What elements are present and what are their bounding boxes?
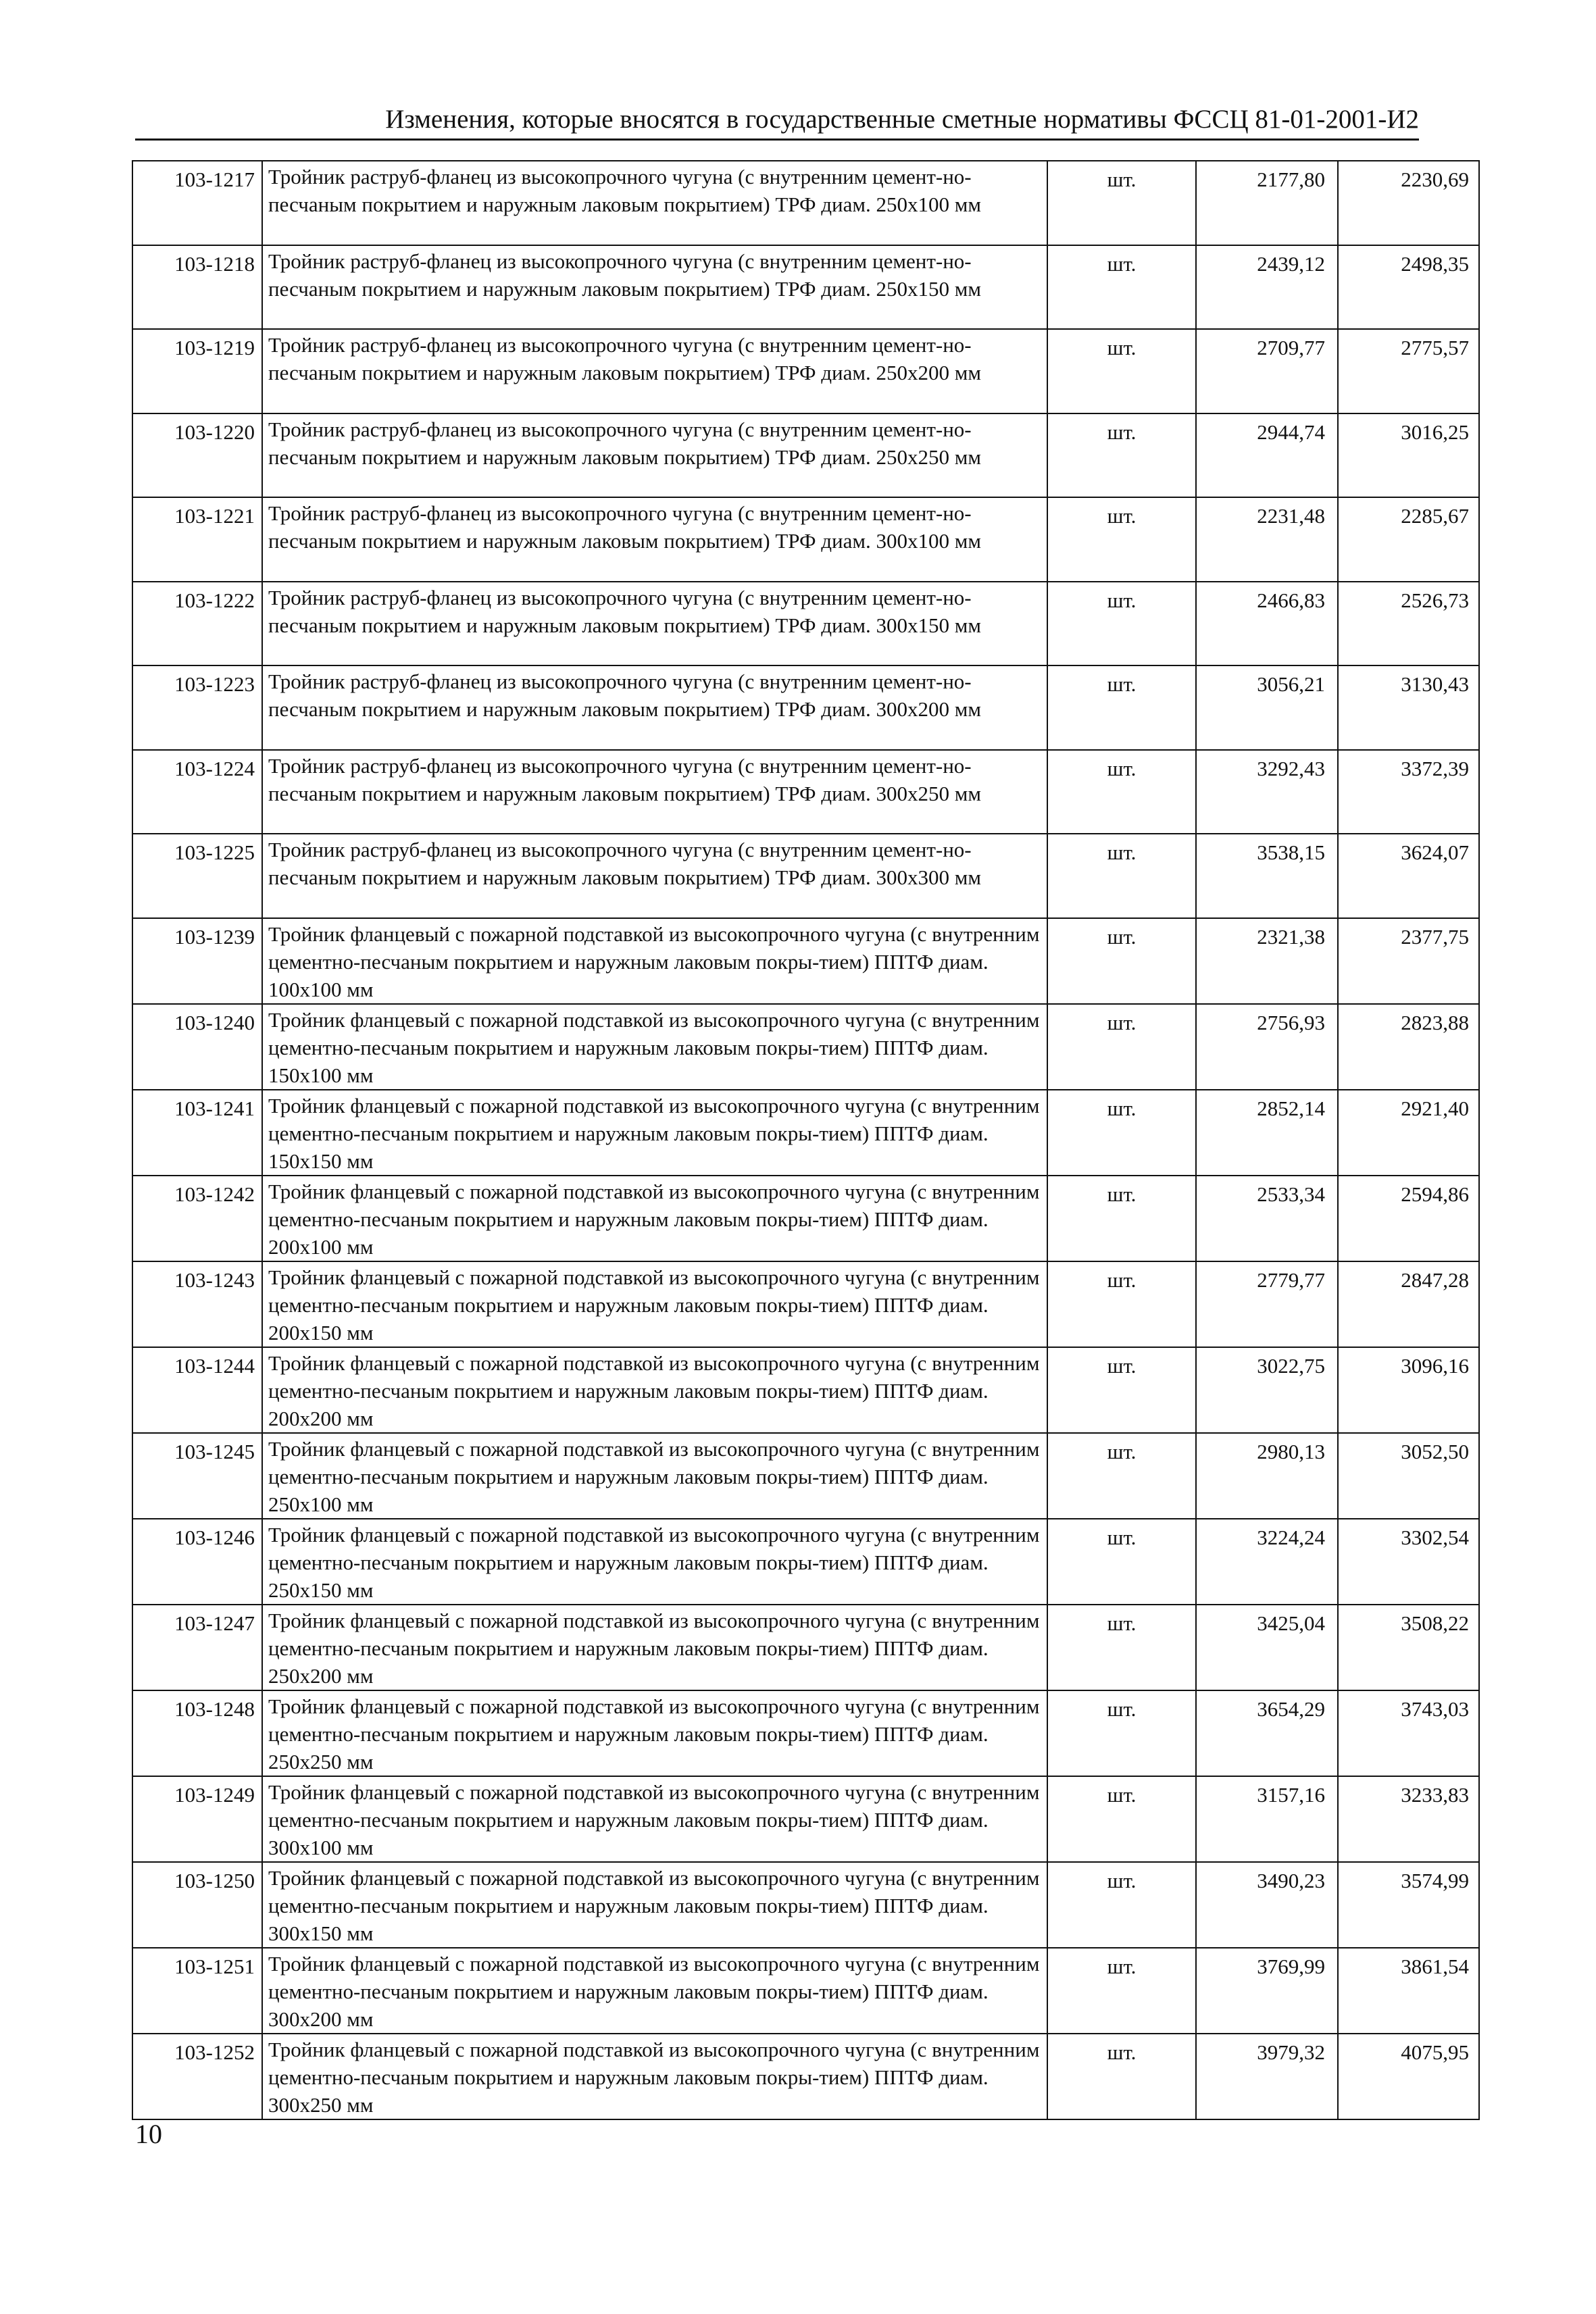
row-description: Тройник раструб-фланец из высокопрочного чугуна (с внутренним цемент-но-песчаным покрытием и наружным лаковым покрытием) ТРФ диам. 300x300 мм xyxy=(262,834,1047,918)
row-code: 103-1219 xyxy=(132,329,262,413)
table-row xyxy=(132,1948,1479,2034)
row-description: Тройник фланцевый с пожарной подставкой из высокопрочного чугуна (с внутренним цементно-песчаным покрытием и наружным лаковым покры-тием) ППТФ диам. 150x100 мм xyxy=(262,1004,1047,1090)
row-description: Тройник фланцевый с пожарной подставкой из высокопрочного чугуна (с внутренним цементно-песчаным покрытием и наружным лаковым покры-тием) ППТФ диам. 300x250 мм xyxy=(262,2034,1047,2119)
row-description: Тройник раструб-фланец из высокопрочного чугуна (с внутренним цемент-но-песчаным покрытием и наружным лаковым покрытием) ТРФ диам. 300x200 мм xyxy=(262,665,1047,750)
row-value-1: 3490,23 xyxy=(1196,1862,1338,1948)
row-description: Тройник фланцевый с пожарной подставкой из высокопрочного чугуна (с внутренним цементно-песчаным покрытием и наружным лаковым покры-тием) ППТФ диам. 200x150 мм xyxy=(262,1261,1047,1347)
row-value-2: 3052,50 xyxy=(1338,1433,1479,1519)
row-value-1: 2177,80 xyxy=(1196,161,1338,245)
row-code: 103-1247 xyxy=(132,1605,262,1690)
table-row xyxy=(132,1004,1479,1090)
row-value-1: 2779,77 xyxy=(1196,1261,1338,1347)
row-unit: шт. xyxy=(1047,1948,1196,2034)
row-code: 103-1217 xyxy=(132,161,262,245)
row-value-2: 3096,16 xyxy=(1338,1347,1479,1433)
row-code: 103-1223 xyxy=(132,665,262,750)
row-description: Тройник фланцевый с пожарной подставкой из высокопрочного чугуна (с внутренним цементно-песчаным покрытием и наружным лаковым покры-тием) ППТФ диам. 250x250 мм xyxy=(262,1690,1047,1776)
row-value-1: 2439,12 xyxy=(1196,245,1338,330)
row-code: 103-1218 xyxy=(132,245,262,330)
row-unit: шт. xyxy=(1047,1433,1196,1519)
row-value-1: 3056,21 xyxy=(1196,665,1338,750)
row-unit: шт. xyxy=(1047,1690,1196,1776)
row-value-2: 2498,35 xyxy=(1338,245,1479,330)
row-value-2: 3016,25 xyxy=(1338,413,1479,498)
row-value-1: 3224,24 xyxy=(1196,1519,1338,1605)
table-row xyxy=(132,1090,1479,1176)
table-row xyxy=(132,834,1479,918)
table-row xyxy=(132,582,1479,666)
row-value-1: 3538,15 xyxy=(1196,834,1338,918)
table-row xyxy=(132,665,1479,750)
row-description: Тройник фланцевый с пожарной подставкой из высокопрочного чугуна (с внутренним цементно-песчаным покрытием и наружным лаковым покры-тием) ППТФ диам. 300x150 мм xyxy=(262,1862,1047,1948)
row-code: 103-1242 xyxy=(132,1176,262,1261)
row-description: Тройник фланцевый с пожарной подставкой из высокопрочного чугуна (с внутренним цементно-песчаным покрытием и наружным лаковым покры-тием) ППТФ диам. 200x100 мм xyxy=(262,1176,1047,1261)
table-row xyxy=(132,1776,1479,1862)
row-code: 103-1252 xyxy=(132,2034,262,2119)
table-row xyxy=(132,1433,1479,1519)
row-value-2: 2526,73 xyxy=(1338,582,1479,666)
row-value-1: 2980,13 xyxy=(1196,1433,1338,1519)
row-unit: шт. xyxy=(1047,1347,1196,1433)
table-row xyxy=(132,329,1479,413)
row-unit: шт. xyxy=(1047,1862,1196,1948)
table-row xyxy=(132,1690,1479,1776)
row-value-2: 3302,54 xyxy=(1338,1519,1479,1605)
table-row xyxy=(132,413,1479,498)
table-row xyxy=(132,1176,1479,1261)
row-code: 103-1250 xyxy=(132,1862,262,1948)
row-code: 103-1220 xyxy=(132,413,262,498)
row-value-1: 3979,32 xyxy=(1196,2034,1338,2119)
row-value-2: 4075,95 xyxy=(1338,2034,1479,2119)
row-description: Тройник раструб-фланец из высокопрочного чугуна (с внутренним цемент-но-песчаным покрытием и наружным лаковым покрытием) ТРФ диам. 250x250 мм xyxy=(262,413,1047,498)
row-value-2: 3130,43 xyxy=(1338,665,1479,750)
row-value-2: 3508,22 xyxy=(1338,1605,1479,1690)
row-description: Тройник фланцевый с пожарной подставкой из высокопрочного чугуна (с внутренним цементно-песчаным покрытием и наружным лаковым покры-тием) ППТФ диам. 100x100 мм xyxy=(262,918,1047,1004)
row-code: 103-1243 xyxy=(132,1261,262,1347)
row-value-2: 3233,83 xyxy=(1338,1776,1479,1862)
row-value-2: 3372,39 xyxy=(1338,750,1479,834)
row-unit: шт. xyxy=(1047,918,1196,1004)
row-code: 103-1244 xyxy=(132,1347,262,1433)
row-description: Тройник фланцевый с пожарной подставкой из высокопрочного чугуна (с внутренним цементно-песчаным покрытием и наружным лаковым покры-тием) ППТФ диам. 250x200 мм xyxy=(262,1605,1047,1690)
row-value-2: 2285,67 xyxy=(1338,497,1479,582)
row-value-1: 2709,77 xyxy=(1196,329,1338,413)
row-code: 103-1224 xyxy=(132,750,262,834)
row-code: 103-1249 xyxy=(132,1776,262,1862)
table-row xyxy=(132,1519,1479,1605)
table-row xyxy=(132,161,1479,245)
row-value-2: 3624,07 xyxy=(1338,834,1479,918)
norms-table xyxy=(132,160,1480,2120)
row-value-1: 3425,04 xyxy=(1196,1605,1338,1690)
row-unit: шт. xyxy=(1047,413,1196,498)
row-value-2: 2775,57 xyxy=(1338,329,1479,413)
row-code: 103-1248 xyxy=(132,1690,262,1776)
row-unit: шт. xyxy=(1047,1176,1196,1261)
row-code: 103-1222 xyxy=(132,582,262,666)
row-value-1: 3157,16 xyxy=(1196,1776,1338,1862)
row-unit: шт. xyxy=(1047,1261,1196,1347)
row-unit: шт. xyxy=(1047,1090,1196,1176)
row-description: Тройник фланцевый с пожарной подставкой из высокопрочного чугуна (с внутренним цементно-песчаным покрытием и наружным лаковым покры-тием) ППТФ диам. 250x150 мм xyxy=(262,1519,1047,1605)
norms-table-body xyxy=(132,161,1479,2119)
row-description: Тройник фланцевый с пожарной подставкой из высокопрочного чугуна (с внутренним цементно-песчаным покрытием и наружным лаковым покры-тием) ППТФ диам. 300x200 мм xyxy=(262,1948,1047,2034)
row-unit: шт. xyxy=(1047,161,1196,245)
row-code: 103-1246 xyxy=(132,1519,262,1605)
row-description: Тройник раструб-фланец из высокопрочного чугуна (с внутренним цемент-но-песчаным покрытием и наружным лаковым покрытием) ТРФ диам. 300x150 мм xyxy=(262,582,1047,666)
table-row xyxy=(132,918,1479,1004)
row-description: Тройник фланцевый с пожарной подставкой из высокопрочного чугуна (с внутренним цементно-песчаным покрытием и наружным лаковым покры-тием) ППТФ диам. 300x100 мм xyxy=(262,1776,1047,1862)
row-unit: шт. xyxy=(1047,497,1196,582)
row-unit: шт. xyxy=(1047,750,1196,834)
row-description: Тройник фланцевый с пожарной подставкой из высокопрочного чугуна (с внутренним цементно-песчаным покрытием и наружным лаковым покры-тием) ППТФ диам. 200x200 мм xyxy=(262,1347,1047,1433)
row-description: Тройник фланцевый с пожарной подставкой из высокопрочного чугуна (с внутренним цементно-песчаным покрытием и наружным лаковым покры-тием) ППТФ диам. 150x150 мм xyxy=(262,1090,1047,1176)
row-value-1: 2321,38 xyxy=(1196,918,1338,1004)
row-unit: шт. xyxy=(1047,1605,1196,1690)
row-code: 103-1239 xyxy=(132,918,262,1004)
row-value-1: 3654,29 xyxy=(1196,1690,1338,1776)
row-code: 103-1240 xyxy=(132,1004,262,1090)
row-unit: шт. xyxy=(1047,1776,1196,1862)
row-value-2: 3861,54 xyxy=(1338,1948,1479,2034)
row-unit: шт. xyxy=(1047,582,1196,666)
row-value-2: 2823,88 xyxy=(1338,1004,1479,1090)
row-value-2: 2230,69 xyxy=(1338,161,1479,245)
row-value-1: 2466,83 xyxy=(1196,582,1338,666)
table-row xyxy=(132,1347,1479,1433)
row-code: 103-1245 xyxy=(132,1433,262,1519)
table-row xyxy=(132,2034,1479,2119)
row-code: 103-1221 xyxy=(132,497,262,582)
row-description: Тройник фланцевый с пожарной подставкой из высокопрочного чугуна (с внутренним цементно-песчаным покрытием и наружным лаковым покры-тием) ППТФ диам. 250x100 мм xyxy=(262,1433,1047,1519)
table-row xyxy=(132,1261,1479,1347)
row-value-1: 2944,74 xyxy=(1196,413,1338,498)
row-value-2: 2594,86 xyxy=(1338,1176,1479,1261)
table-row xyxy=(132,750,1479,834)
page-header xyxy=(135,100,1419,141)
row-value-1: 3769,99 xyxy=(1196,1948,1338,2034)
row-value-1: 2756,93 xyxy=(1196,1004,1338,1090)
row-code: 103-1241 xyxy=(132,1090,262,1176)
table-row xyxy=(132,245,1479,330)
row-description: Тройник раструб-фланец из высокопрочного чугуна (с внутренним цемент-но-песчаным покрытием и наружным лаковым покрытием) ТРФ диам. 250x200 мм xyxy=(262,329,1047,413)
row-description: Тройник раструб-фланец из высокопрочного чугуна (с внутренним цемент-но-песчаным покрытием и наружным лаковым покрытием) ТРФ диам. 300x250 мм xyxy=(262,750,1047,834)
row-description: Тройник раструб-фланец из высокопрочного чугуна (с внутренним цемент-но-песчаным покрытием и наружным лаковым покрытием) ТРФ диам. 300x100 мм xyxy=(262,497,1047,582)
row-value-2: 3743,03 xyxy=(1338,1690,1479,1776)
row-value-1: 3292,43 xyxy=(1196,750,1338,834)
row-unit: шт. xyxy=(1047,665,1196,750)
row-value-2: 2847,28 xyxy=(1338,1261,1479,1347)
row-value-2: 2921,40 xyxy=(1338,1090,1479,1176)
page-number: 10 xyxy=(135,2119,162,2149)
row-unit: шт. xyxy=(1047,2034,1196,2119)
row-value-1: 2231,48 xyxy=(1196,497,1338,582)
row-value-2: 2377,75 xyxy=(1338,918,1479,1004)
row-value-1: 3022,75 xyxy=(1196,1347,1338,1433)
row-description: Тройник раструб-фланец из высокопрочного чугуна (с внутренним цемент-но-песчаным покрытием и наружным лаковым покрытием) ТРФ диам. 250x100 мм xyxy=(262,161,1047,245)
table-row xyxy=(132,1605,1479,1690)
header-rule xyxy=(135,139,1419,141)
header-title: Изменения, которые вносятся в государственные сметные нормативы ФССЦ 81-01-2001-И2 xyxy=(385,105,1419,134)
row-unit: шт. xyxy=(1047,329,1196,413)
row-unit: шт. xyxy=(1047,1519,1196,1605)
row-unit: шт. xyxy=(1047,1004,1196,1090)
row-code: 103-1251 xyxy=(132,1948,262,2034)
table-row xyxy=(132,1862,1479,1948)
row-value-2: 3574,99 xyxy=(1338,1862,1479,1948)
row-value-1: 2852,14 xyxy=(1196,1090,1338,1176)
row-description: Тройник раструб-фланец из высокопрочного чугуна (с внутренним цемент-но-песчаным покрытием и наружным лаковым покрытием) ТРФ диам. 250x150 мм xyxy=(262,245,1047,330)
row-code: 103-1225 xyxy=(132,834,262,918)
row-value-1: 2533,34 xyxy=(1196,1176,1338,1261)
table-row xyxy=(132,497,1479,582)
row-unit: шт. xyxy=(1047,834,1196,918)
row-unit: шт. xyxy=(1047,245,1196,330)
